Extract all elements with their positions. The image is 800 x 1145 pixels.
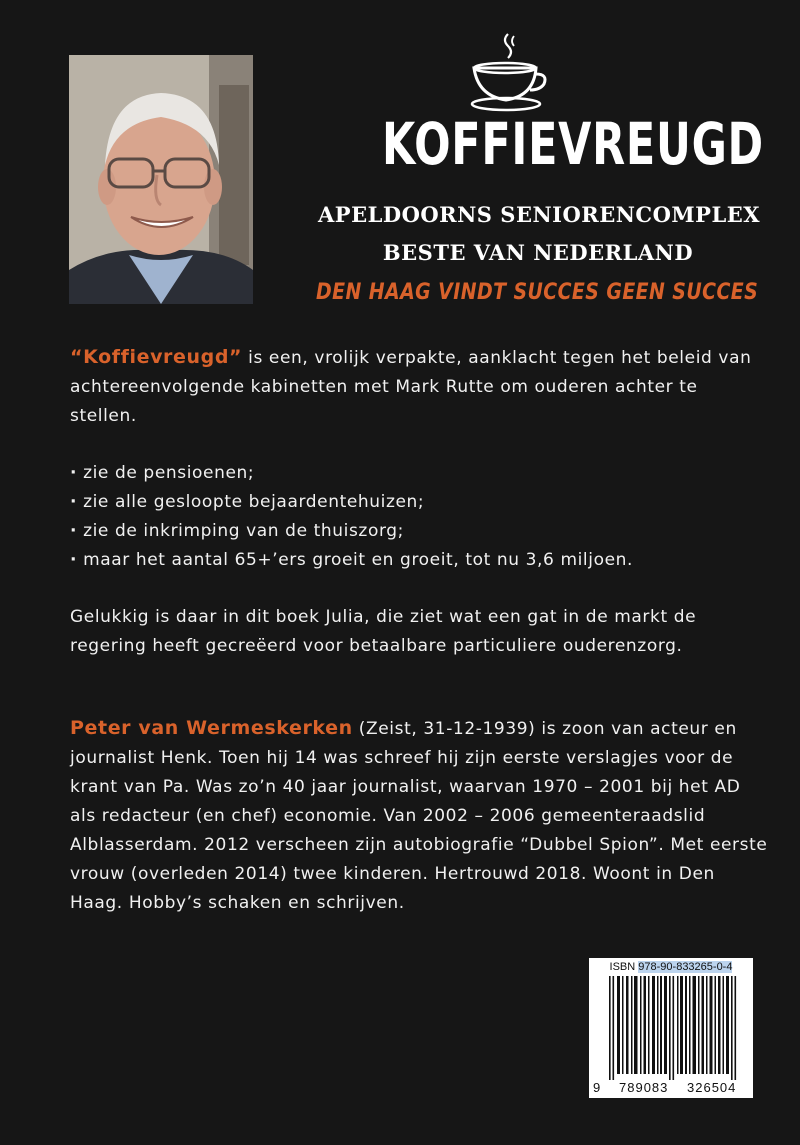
author-name: Peter van Wermeskerken: [70, 717, 353, 739]
list-item: · maar het aantal 65+’ers groeit en groeit, tot nu 3,6 miljoen.: [70, 546, 770, 575]
author-bio: [70, 714, 770, 918]
intro-text: is een, vrolijk verpakte, aanklacht tegen het beleid van achtereenvolgende kabinetten met Mark Rutte om ouderen achter te stellen.: [70, 348, 752, 426]
list-item: · zie alle gesloopte bejaardentehuizen;: [70, 488, 770, 517]
open-quote: “: [70, 346, 84, 368]
close-quote: ”: [229, 346, 243, 368]
subtitle-line-1: APELDOORNS SENIORENCOMPLEX: [318, 202, 761, 227]
list-item: · zie de inkrimping van de thuiszorg;: [70, 517, 770, 546]
author-photo: [69, 55, 253, 304]
barcode-bars: [595, 976, 747, 1080]
subtitle-line-2: BESTE VAN NEDERLAND: [382, 240, 694, 265]
book-title: KOFFIEVREUGD: [382, 110, 764, 178]
ean-digit-first: 9: [593, 1080, 602, 1095]
ean-digits-left: 789083: [619, 1080, 669, 1095]
list-item: · zie de pensioenen;: [70, 459, 770, 488]
tagline: DEN HAAG VINDT SUCCES GEEN SUCCES: [316, 280, 759, 305]
intro-paragraph: [70, 343, 770, 431]
book-name-highlight: Koffievreugd: [83, 346, 230, 368]
bullet-list: [70, 459, 770, 575]
isbn-number: 978-90-833265-0-4: [638, 961, 733, 973]
author-bio-text: (Zeist, 31-12-1939) is zoon van acteur en journalist Henk. Toen hij 14 was schreef hij zijn eerste verslagjes voor de krant van Pa. Was zo’n 40 jaar journalist, waarvan 1970 – 2001 bij het AD als redacteur (en chef) economie. Van 2002 – 2006 gemeenteraadslid Alblasserdam. 2012 verscheen zijn autobiografie “Dubbel Spion”. Met eerste vrouw (overleden 2014) twee kinderen. Hertrouwd 2018. Woont in Den Haag. Hobby’s schaken en schrijven.: [70, 719, 768, 913]
closing-paragraph: Gelukkig is daar in dit boek Julia, die ziet wat een gat in de markt de regering heeft gecreëerd voor betaalbare particuliere ouderenzorg.: [70, 607, 697, 656]
ean-digits-right: 326504: [687, 1080, 737, 1095]
isbn-label: ISBN: [609, 961, 636, 973]
coffee-cup-icon: [466, 30, 550, 114]
isbn-barcode: [589, 958, 753, 1098]
isbn-line: [589, 961, 753, 973]
